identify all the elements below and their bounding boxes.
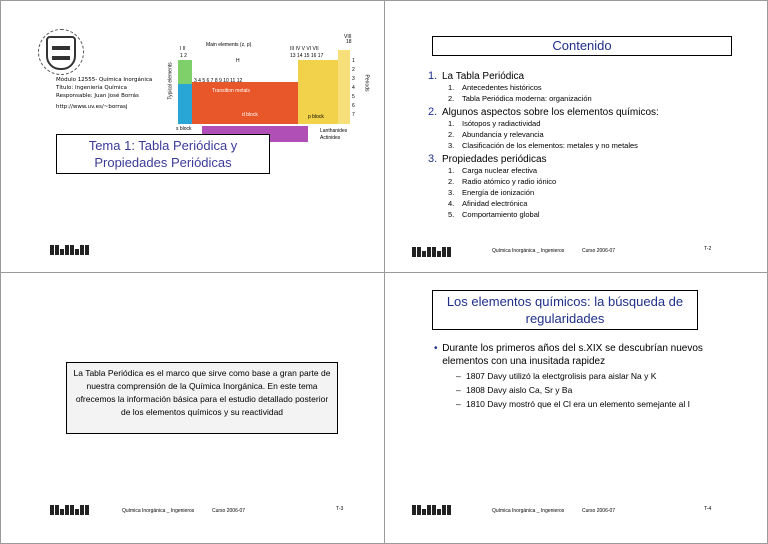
toc-item-label: Isótopos y radiactividad: [462, 119, 541, 128]
period-number-6: 6: [352, 103, 355, 109]
group-18-column: [338, 50, 350, 124]
toc-item: 1. Antecedentes históricos: [448, 83, 542, 92]
periods-label: Periods: [363, 74, 370, 92]
bullet-text: Durante los primeros años del s.XIX se descubrían nuevos elementos con una inusitada rapidez: [442, 343, 703, 367]
h-symbol-label: H: [236, 58, 240, 64]
sub-bullet-item: – 1807 Davy utilizó la electgrolisis para aislar Na y K: [456, 371, 657, 381]
period-number-4: 4: [352, 85, 355, 91]
footer-course: Química Inorgánica _ Ingenieros: [122, 508, 195, 514]
d-block-label: d block: [242, 112, 258, 118]
toc-item: 3. Energía de ionización: [448, 188, 535, 197]
toc-section: [428, 153, 748, 165]
toc-item: 1. Carga nuclear efectiva: [448, 166, 538, 175]
typical-elements-label: Typical elements: [167, 62, 174, 100]
toc-item-label: Energía de ionización: [462, 188, 535, 197]
toc-item: 2. Abundancia y relevancia: [448, 130, 544, 139]
slide-1: [30, 16, 380, 268]
footer-logo-icon: [412, 244, 464, 256]
toc-item-label: Afinidad electrónica: [462, 199, 528, 208]
groups-right-label: III IV V VI VII: [290, 46, 319, 52]
sub-bullet-text: 1810 Davy mostró que el Cl era un elemento semejante al I: [466, 399, 690, 409]
toc-item: 3. Clasificación de los elementos: metales y no metales: [448, 141, 638, 150]
footer-year: Curso 2006-07: [582, 508, 616, 514]
contents-list: [428, 68, 748, 220]
degree-line: Título: Ingeniería Química: [56, 85, 127, 91]
groups-right-nums-label: 13 14 15 16 17: [290, 53, 324, 59]
footer-page-number: T-2: [704, 246, 712, 252]
footer-logo-icon: [50, 502, 102, 514]
toc-item-label: Antecedentes históricos: [462, 83, 542, 92]
bullet-dot-icon: •: [434, 343, 438, 354]
toc-section: [428, 70, 748, 82]
period-number-7: 7: [352, 112, 355, 118]
groups-mid-label: 3 4 5 6 7 8 9 10 11 12: [194, 78, 243, 84]
sub-bullet-item: – 1810 Davy mostró que el Cl era un elemento semejante al I: [456, 399, 690, 409]
summary-box: La Tabla Periódica es el marco que sirve como base a gran parte de nuestra comprensión de la Química Inorgánica. En este tema ofrecemos la información básica para el estudio detallado posterior de los elementos químicos y su reactividad: [66, 362, 338, 434]
toc-item-label: Carga nuclear efectiva: [462, 166, 538, 175]
groups-left-nums-label: 1 2: [180, 53, 187, 59]
slide-header: Contenido: [432, 36, 732, 56]
slide-3: [30, 290, 380, 542]
page-divider-vertical-left: [0, 0, 1, 544]
period-number-2: 2: [352, 67, 355, 73]
url-line[interactable]: http://www.uv.es/~borrasj: [56, 104, 128, 110]
typical-elements-block: [178, 60, 192, 84]
sub-bullet-text: 1808 Davy aislo Ca, Sr y Ba: [466, 385, 573, 395]
slide-header: Los elementos químicos: la búsqueda de regularidades: [432, 290, 698, 330]
s-block-label: s block: [176, 126, 192, 132]
footer-course: Química Inorgánica _ Ingenieros: [492, 248, 565, 254]
toc-item: 2. Tabla Periódica moderna: organización: [448, 94, 592, 103]
groups-left-label: I II: [180, 46, 186, 52]
toc-item-label: Abundancia y relevancia: [462, 130, 544, 139]
period-number-1: 1: [352, 58, 355, 64]
sub-bullet-text: 1807 Davy utilizó la electgrolisis para aislar Na y K: [466, 371, 657, 381]
toc-item-label: Clasificación de los elementos: metales y no metales: [462, 141, 638, 150]
bullet-list: [434, 342, 734, 410]
crest-shield-icon: [46, 36, 76, 70]
toc-item-label: Radio atómico y radio iónico: [462, 177, 557, 186]
period-number-5: 5: [352, 94, 355, 100]
transition-metals-label: Transition metals: [212, 88, 250, 94]
footer-page-number: T-3: [336, 506, 344, 512]
toc-section-title: La Tabla Periódica: [442, 71, 525, 82]
s-block: [178, 84, 192, 124]
footer-year: Curso 2006-07: [212, 508, 246, 514]
page-divider-vertical-middle: [384, 0, 385, 544]
p-block-label: p block: [308, 114, 324, 120]
toc-item: 1. Isótopos y radiactividad: [448, 119, 541, 128]
toc-item: 2. Radio atómico y radio iónico: [448, 177, 557, 186]
crest-ring-icon: [38, 29, 84, 75]
toc-section-title: Algunos aspectos sobre los elementos químicos:: [442, 107, 659, 118]
slide-4: [412, 290, 762, 542]
footer-year: Curso 2006-07: [582, 248, 616, 254]
footer-page-number: T-4: [704, 506, 712, 512]
university-crest-logo: [46, 36, 76, 68]
toc-section-number: 2.: [428, 106, 438, 118]
footer-logo-icon: [412, 502, 464, 514]
actinides-label: Actinides: [320, 135, 341, 141]
main-elements-label: Main elements (z, p): [206, 42, 252, 48]
group-viii-label: VIII: [344, 34, 352, 40]
bullet-item: [434, 342, 734, 368]
lanthanides-label: Lanthanides: [320, 128, 348, 134]
module-info: [56, 76, 152, 111]
period-number-3: 3: [352, 76, 355, 82]
toc-item: 5. Comportamiento global: [448, 210, 540, 219]
toc-section: [428, 106, 748, 118]
toc-item: 4. Afinidad electrónica: [448, 199, 528, 208]
toc-section-number: 1.: [428, 70, 438, 82]
slide-title: Tema 1: Tabla Periódica y Propiedades Periódicas: [56, 134, 270, 174]
toc-section-number: 3.: [428, 153, 438, 165]
toc-item-label: Comportamiento global: [462, 210, 540, 219]
toc-section-title: Propiedades periódicas: [442, 154, 547, 165]
group-18-label: 18: [346, 39, 352, 45]
responsible-line: Responsable: Juan José Borrás: [56, 93, 139, 99]
sub-bullet-item: – 1808 Davy aislo Ca, Sr y Ba: [456, 385, 573, 395]
module-line: Módulo 12555- Química Inorgánica: [56, 77, 153, 83]
footer-course: Química Inorgánica _ Ingenieros: [492, 508, 565, 514]
footer-logo-icon: [50, 242, 102, 254]
slide-2: [412, 16, 762, 268]
toc-item-label: Tabla Periódica moderna: organización: [462, 94, 592, 103]
